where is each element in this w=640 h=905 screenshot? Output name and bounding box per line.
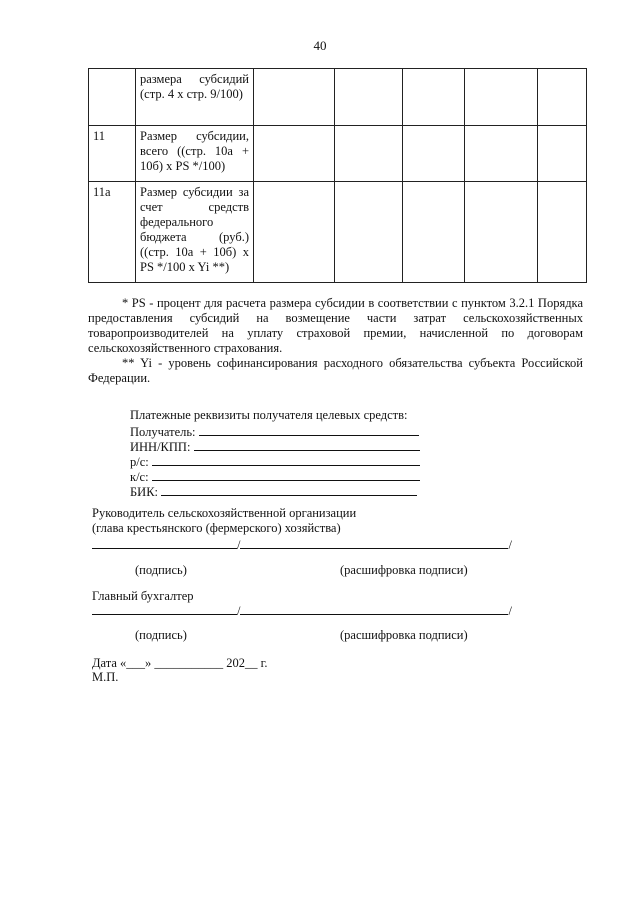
head-decode-caption: (расшифровка подписи) — [340, 563, 468, 577]
row-number: 11 — [89, 126, 136, 182]
row-label: Размер субсидии, всего ((стр. 10а + 10б) x PS */100) — [136, 126, 254, 182]
page-number: 40 — [313, 38, 327, 53]
row-number — [89, 69, 136, 126]
subsidy-table — [88, 68, 587, 283]
recipient-field: Получатель: — [130, 423, 419, 440]
row-label: Размер субсидии за счет средств федерального бюджета (руб.) ((стр. 10а + 10б) x PS */100 x Yi **) — [136, 182, 254, 283]
accountant-decode-caption: (расшифровка подписи) — [340, 628, 468, 642]
accountant-title: Главный бухгалтер — [92, 589, 194, 603]
stamp-place: М.П. — [92, 670, 119, 684]
table-row — [89, 69, 587, 126]
head-signature-line: / / — [92, 536, 512, 553]
row-label: размера субсидий (стр. 4 x стр. 9/100) — [136, 69, 254, 126]
table-row — [89, 126, 587, 182]
footnote-yi: ** Yi - уровень софинансирования расходного обязательства субъекта Российской Федерации. — [88, 356, 583, 385]
head-sign-caption: (подпись) — [135, 563, 187, 577]
head-title: Руководитель сельскохозяйственной организации — [92, 506, 357, 520]
footnote-ps: * PS - процент для расчета размера субсидии в соответствии с пунктом 3.2.1 Порядка предоставления субсидий на возмещение части затрат сельскохозяйственных товаропроизводителей на уплату страховой премии, начисленной по договорам сельскохозяйственного страхования. — [88, 296, 583, 355]
head-subtitle: (глава крестьянского (фермерского) хозяйства) — [92, 521, 341, 535]
accountant-signature-line: / / — [92, 602, 512, 619]
account-field: р/с: — [130, 453, 420, 470]
row-number: 11а — [89, 182, 136, 283]
date-line: Дата «___» ___________ 202__ г. — [92, 656, 268, 670]
bik-field: БИК: — [130, 483, 417, 500]
corr-account-field: к/с: — [130, 468, 420, 485]
table-row — [89, 182, 587, 283]
requisites-title: Платежные реквизиты получателя целевых средств: — [130, 408, 408, 422]
accountant-sign-caption: (подпись) — [135, 628, 187, 642]
inn-kpp-field: ИНН/КПП: — [130, 438, 420, 455]
